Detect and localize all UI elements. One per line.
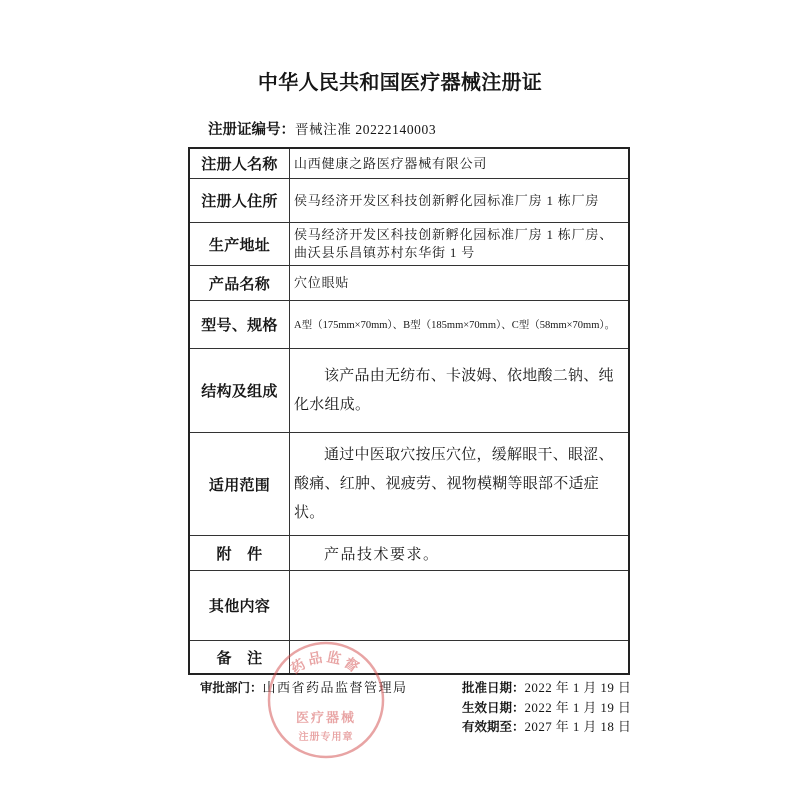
table-row-attachment <box>190 536 628 571</box>
table-row-registrant-address <box>190 179 628 223</box>
row-value-cell <box>290 223 628 265</box>
row-label: 附 件 <box>190 536 290 570</box>
registration-number-line <box>208 121 436 139</box>
table-row-structure-composition <box>190 349 628 433</box>
row-value: 该产品由无纺布、卡波姆、依地酸二钠、纯化水组成。 <box>294 367 614 413</box>
table-row-production-address <box>190 223 628 266</box>
expiry-date-label: 有效期至： <box>462 720 525 734</box>
row-label: 注册人住所 <box>190 179 290 222</box>
row-value-cell <box>290 149 628 178</box>
row-value: 产品技术要求。 <box>324 546 440 563</box>
table-row-remarks <box>190 641 628 673</box>
row-label: 产品名称 <box>190 266 290 300</box>
row-value-cell <box>290 301 628 348</box>
row-value-cell <box>290 179 628 222</box>
registration-number-value: 晋械注准 20222140003 <box>295 122 437 137</box>
approval-authority-value: 山西省药品监督管理局 <box>262 680 408 695</box>
row-value: 山西健康之路医疗器械有限公司 <box>294 155 488 171</box>
effective-date-value: 2022 年 1 月 19 日 <box>524 699 632 715</box>
table-row-intended-use <box>190 433 628 536</box>
row-value: A型（175mm×70mm）、B型（185mm×70mm）、C型（58mm×70mm）。 <box>294 320 616 331</box>
effective-date-label: 生效日期： <box>462 700 525 715</box>
row-value: 侯马经济开发区科技创新孵化园标准厂房 1 栋厂房 <box>294 192 600 208</box>
seal-line-2: 注册专用章 <box>298 732 354 743</box>
row-value: 通过中医取穴按压穴位，缓解眼干、眼涩、酸痛、红肿、视疲劳、视物模糊等眼部不适症状。 <box>294 446 614 521</box>
approval-date-label: 批准日期： <box>462 681 525 695</box>
table-row-model-spec <box>190 301 628 349</box>
row-value-cell <box>290 536 628 570</box>
row-label: 其他内容 <box>190 571 290 640</box>
row-label: 型号、规格 <box>190 301 290 348</box>
registration-number-label: 注册证编号： <box>208 122 295 138</box>
approval-authority-line <box>200 679 408 697</box>
certificate-title: 中华人民共和国医疗器械注册证 <box>257 72 543 94</box>
certificate-table <box>188 147 630 675</box>
row-value-cell <box>290 433 628 535</box>
effective-date-line <box>462 698 631 718</box>
expiry-date-value: 2027 年 1 月 18 日 <box>524 719 632 734</box>
approval-date-line <box>462 678 631 698</box>
row-label: 适用范围 <box>190 433 290 535</box>
table-row-product-name <box>190 266 628 301</box>
approval-authority-label: 审批部门： <box>200 681 263 695</box>
row-value: 穴位眼贴 <box>294 275 350 290</box>
row-value-cell <box>290 266 628 300</box>
row-label: 生产地址 <box>190 223 290 265</box>
expiry-date-line <box>462 717 631 737</box>
seal-arc-text: 药品监督 <box>287 648 365 677</box>
row-value-cell <box>290 571 628 640</box>
table-row-other-content <box>190 571 628 641</box>
row-value: 侯马经济开发区科技创新孵化园标准厂房 1 栋厂房、 曲沃县乐昌镇苏村东华街 1 号 <box>294 227 614 260</box>
row-label: 结构及组成 <box>190 349 290 432</box>
approval-date-value: 2022 年 1 月 19 日 <box>524 680 632 695</box>
seal-line-1: 医疗器械 <box>295 710 357 725</box>
row-value-cell <box>290 641 628 673</box>
table-row-registrant-name <box>190 149 628 179</box>
row-value-cell <box>290 349 628 432</box>
row-label: 注册人名称 <box>190 149 290 178</box>
row-label: 备 注 <box>190 641 290 673</box>
dates-block <box>462 678 631 737</box>
